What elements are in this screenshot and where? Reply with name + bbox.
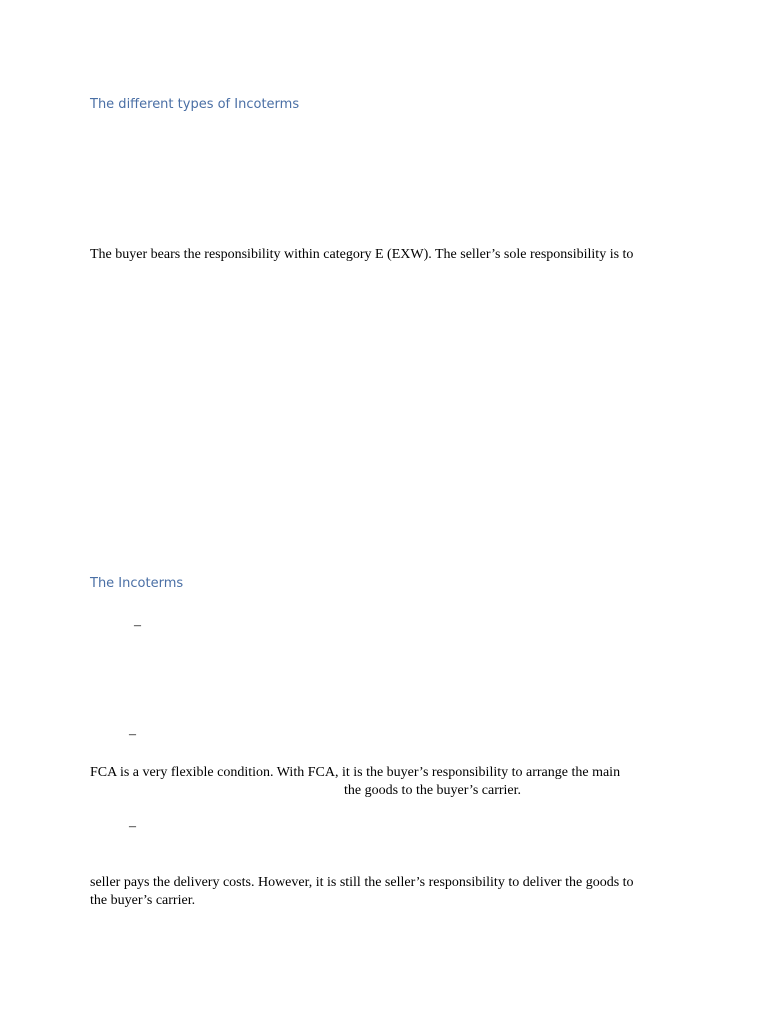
heading-incoterms: The Incoterms [90, 576, 184, 591]
paragraph-exw: The buyer bears the responsibility within category E (EXW). The seller’s sole responsibility is to [90, 247, 634, 262]
paragraph-fca-line-1: FCA is a very flexible condition. With FCA, it is the buyer’s responsibility to arrange the main [90, 765, 621, 780]
dash-bullet-3: – [129, 819, 136, 834]
paragraph-fca-line-2: the goods to the buyer’s carrier. [344, 783, 522, 798]
dash-bullet-2: – [129, 727, 136, 742]
heading-incoterm-types: The different types of Incoterms [90, 97, 300, 112]
paragraph-seller-line-1: seller pays the delivery costs. However, it is still the seller’s responsibility to deliver the goods to [90, 875, 634, 890]
paragraph-seller-line-2: the buyer’s carrier. [90, 893, 196, 908]
dash-bullet-1: – [134, 618, 141, 633]
